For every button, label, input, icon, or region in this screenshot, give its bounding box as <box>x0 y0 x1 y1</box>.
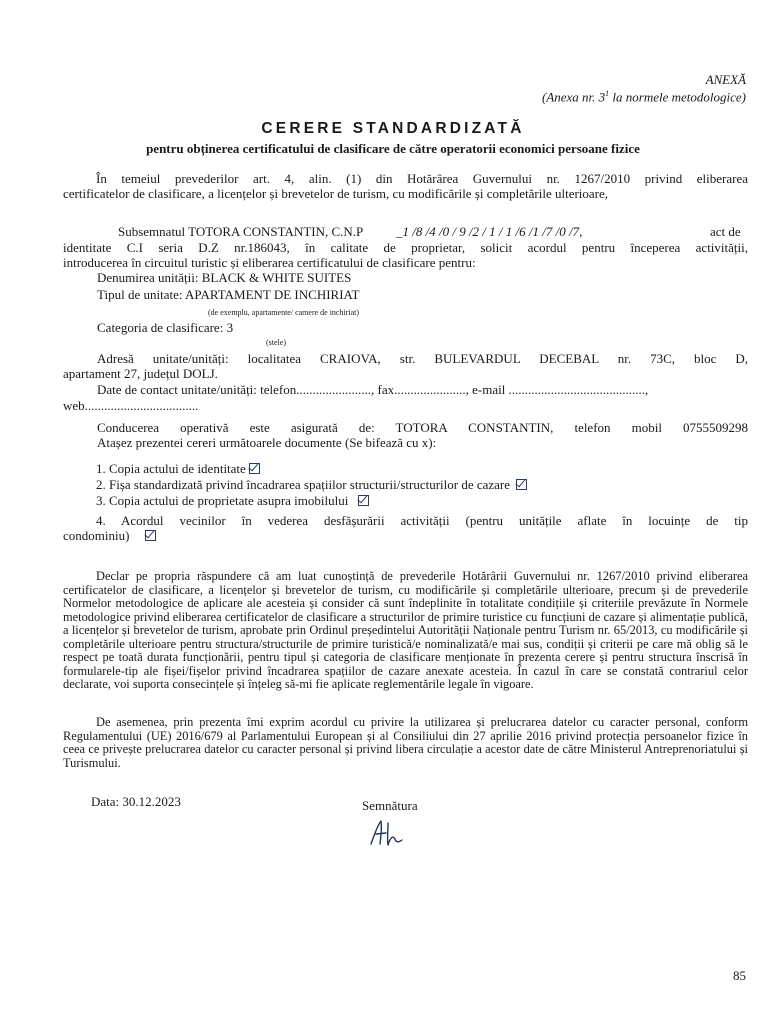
checkbox-checked-icon[interactable] <box>516 479 527 490</box>
checkbox-checked-icon[interactable] <box>145 530 156 541</box>
annex-ref-prefix: (Anexa nr. 3 <box>541 89 606 105</box>
category-hint: (stele) <box>266 338 286 347</box>
document-item-4-cont <box>63 528 156 544</box>
declaration-paragraph-1: Declar pe propria răspundere că am luat cunoștință de prevederile Hotărârii Guvernului nr. 1267/2010 privind eliberarea certificatelor de clasificare, a licențelor și brevetelor de turism, cu modificările și completările ulterioare, precum și de prevederile Normelor metodologice de aplicare ale acesteia și consider că sunt îndeplinite în totalitate condițiile și criteriile prevăzute în Normele metodologice privind eliberarea certificatelor de clasificare a structurilor de primire turistice cu funcțiuni de cazare și alimentație publică, a licențelor și brevetelor de turism, aprobate prin Ordinul președintelui Autorității Naționale pentru Turism nr. 65/2013, cu modificările și completările ulterioare pentru structura/structurile de primire turistică/e nominalizată/e mai sus, condiții și criterii pe care mă oblig să le respect pe toată durata funcționării, pentru tipul și categoria de clasificare menționate în prezenta cerere și pentru structura înscrisă în formularele-tip ale fișei/fișelor privind încadrarea spațiilor de cazare anexate acesteia. În cazul în care se constată contrariul celor declarate, voi suporta consecințele și înțeleg să-mi fie aplicate reglementările legale în vigoare. <box>63 569 748 691</box>
contact-line-1: Date de contact unitate/unități: telefon......................., fax......................, e-mail .........................................., <box>97 382 649 397</box>
operations-line: Conducerea operativă este asigurată de: TOTORA CONSTANTIN, telefon mobil 0755509298 <box>97 420 748 435</box>
category-value: 3 <box>226 320 234 335</box>
unit-name-value: BLACK & WHITE SUITES <box>201 270 352 285</box>
cnp-value: _1 /8 /4 /0 / 9 /2 / 1 / 1 /6 /1 /7 /0 /7, <box>396 224 583 239</box>
applicant-line-2: identitate C.I seria D.Z nr.186043, în calitate de proprietar, solicit acordul pentru începerea activității, <box>63 240 748 255</box>
document-item-1-label: 1. Copia actului de identitate <box>96 461 246 476</box>
address-line-2: apartament 27, județul DOLJ. <box>63 366 218 381</box>
category-label: Categoria de clasificare: <box>97 320 224 335</box>
document-item-2 <box>96 477 527 493</box>
annex-ref-suffix: la normele metodologice) <box>609 89 746 105</box>
checkbox-checked-icon[interactable] <box>358 495 369 506</box>
annex-reference <box>542 89 746 105</box>
intro-line-1: În temeiul prevederilor art. 4, alin. (1) din Hotărârea Guvernului nr. 1267/2010 privind eliberarea <box>96 171 748 186</box>
document-item-1 <box>96 461 260 477</box>
document-subtitle: pentru obținerea certificatului de clasificare de către operatorii economici persoane fizice <box>146 141 640 156</box>
applicant-line-3: introducerea în circuitul turistic și eliberarea certificatului de clasificare pentru: <box>63 255 476 270</box>
unit-type-value: APARTAMENT DE INCHIRIAT <box>185 287 360 302</box>
contact-line-2: web................................... <box>63 398 199 413</box>
intro-line-2: certificatelor de clasificare, a licențelor și brevetelor de turism, cu modificările și completările ulterioare, <box>63 186 609 201</box>
unit-type-label: Tipul de unitate: <box>97 287 183 302</box>
unit-name-row <box>97 270 351 286</box>
document-item-3 <box>96 493 369 509</box>
attachments-intro: Atașez prezentei cereri următoarele documente (Se bifează cu x): <box>97 435 437 450</box>
document-item-3-label: 3. Copia actului de proprietate asupra imobilului <box>96 493 349 508</box>
document-item-4: 4. Acordul vecinilor în vederea desfășurării activității (pentru unitățile aflate în locuințe de tip <box>96 513 748 528</box>
annex-title: ANEXĂ <box>705 72 746 87</box>
applicant-name: Subsemnatul TOTORA CONSTANTIN, C.N.P <box>118 224 364 239</box>
page-number: 85 <box>733 968 746 983</box>
category-row <box>97 320 233 336</box>
document-item-4-label: condominiu) <box>63 528 130 543</box>
handwritten-signature <box>368 818 408 848</box>
id-label: act de <box>710 224 741 239</box>
declaration-paragraph-2: De asemenea, prin prezenta îmi exprim acordul cu privire la utilizarea și prelucrarea datelor cu caracter personal, conform Regulamentului (UE) 2016/679 al Parlamentului European și al Consiliului din 27 aprilie 2016 privind protecția persoanelor fizice în ceea ce privește prelucrarea datelor cu caracter personal și privind libera circulație a acestor date de către Ministerul Antreprenoriatului și Turismului. <box>63 715 748 770</box>
address-line-1: Adresă unitate/unități: localitatea CRAIOVA, str. BULEVARDUL DECEBAL nr. 73C, bloc D, <box>97 351 748 366</box>
document-item-2-label: 2. Fișa standardizată privind încadrarea spațiilor structurii/structurilor de cazare <box>96 477 511 492</box>
unit-name-label: Denumirea unității: <box>97 270 199 285</box>
document-title: CERERE STANDARDIZATĂ <box>261 120 525 137</box>
date-field: Data: 30.12.2023 <box>91 794 181 809</box>
unit-type-row <box>97 287 359 303</box>
checkbox-checked-icon[interactable] <box>249 463 260 474</box>
signature-label: Semnătura <box>362 798 418 813</box>
annex-ref-sup: 1 <box>605 89 610 98</box>
unit-type-hint: (de exemplu, apartamente/ camere de inchiriat) <box>208 308 360 317</box>
